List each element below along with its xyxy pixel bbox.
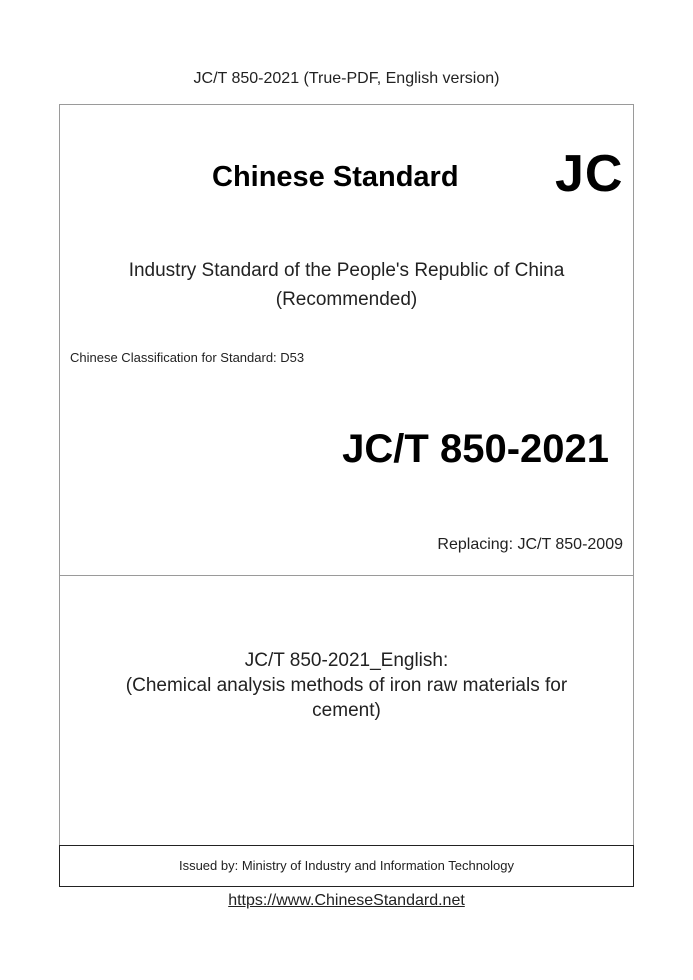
recommended-label: (Recommended) (275, 289, 418, 310)
classification-text: Chinese Classification for Standard: D53 (70, 350, 305, 365)
industry-standard-line: Industry Standard of the People's Republic of China (128, 260, 565, 281)
standard-number: JC/T 850-2021 (342, 427, 609, 471)
page-header: JC/T 850-2021 (True-PDF, English version) (193, 70, 500, 87)
standard-code: JC (555, 145, 624, 203)
issuer-bar: Issued by: Ministry of Industry and Information Technology (59, 845, 634, 887)
replacing-text: Replacing: JC/T 850-2009 (437, 536, 623, 553)
document-title-line: (Chemical analysis methods of iron raw materials for (125, 675, 568, 696)
website-link[interactable]: https://www.ChineseStandard.net (228, 892, 465, 909)
cover-frame (59, 104, 634, 887)
standard-type-title: Chinese Standard (212, 161, 459, 193)
document-title-line: JC/T 850-2021_English: (244, 650, 449, 671)
cover-title-section (60, 575, 633, 845)
cover-top-section (60, 105, 633, 576)
document-title-line: cement) (312, 700, 381, 721)
